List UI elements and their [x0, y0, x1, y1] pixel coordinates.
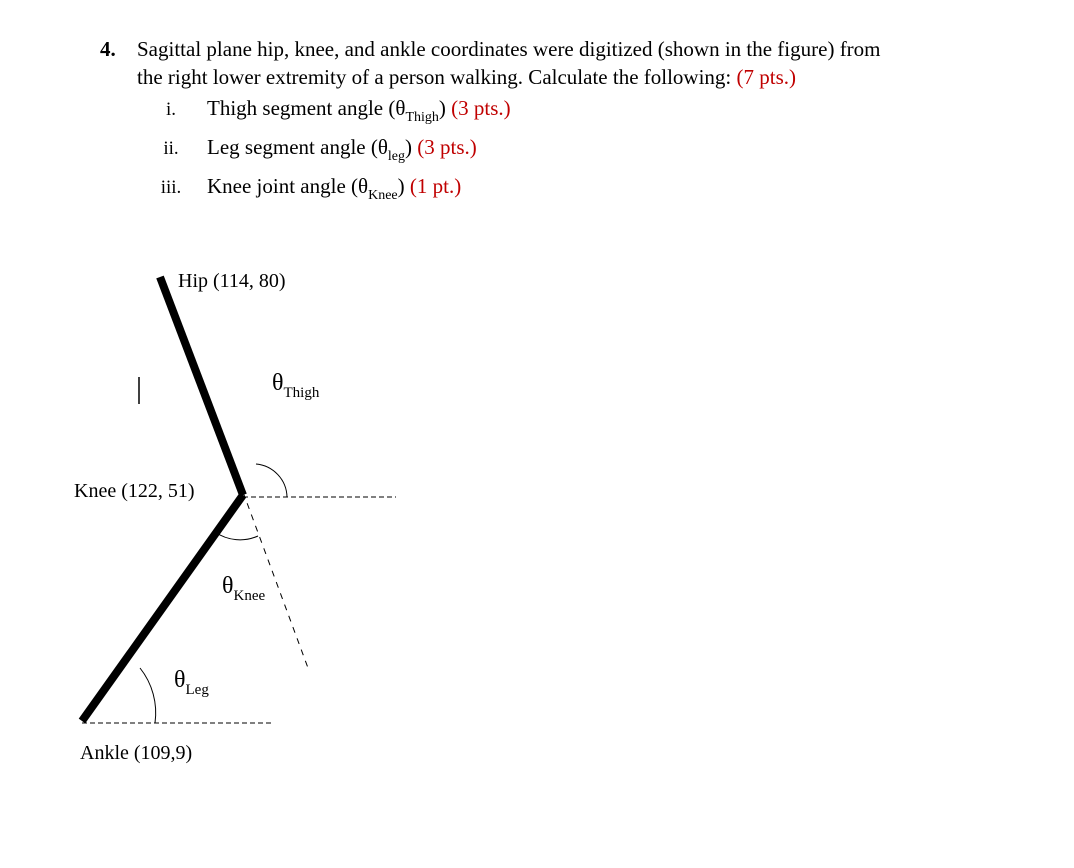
- theta-symbol: θ: [272, 370, 284, 396]
- sub-question-subscript: leg: [387, 149, 406, 164]
- thigh-segment: [160, 277, 243, 495]
- sub-question-subscript: Knee: [368, 188, 398, 203]
- sub-question-close: ): [438, 96, 446, 120]
- sub-question-points: (3 pts.): [445, 96, 511, 120]
- theta-knee-arc: [215, 532, 258, 540]
- theta-leg-label: [174, 667, 209, 698]
- theta-thigh-arc: [256, 464, 287, 497]
- ankle-label: Ankle (109,9): [80, 742, 193, 764]
- theta-symbol: θ: [222, 573, 234, 599]
- sub-question-number: i.: [165, 99, 177, 120]
- theta-knee-subscript: Knee: [233, 588, 266, 604]
- sub-question-points: (1 pt.): [404, 174, 462, 198]
- question-text-2: the right lower extremity of a person walking. Calculate the following:: [137, 65, 737, 89]
- question-number: 4.: [100, 37, 116, 61]
- sub-question-points: (3 pts.): [412, 135, 477, 159]
- knee-label: Knee (122, 51): [74, 480, 195, 502]
- theta-symbol: θ: [174, 667, 186, 693]
- leg-segment: [82, 495, 243, 721]
- sub-question-subscript: Thigh: [405, 110, 439, 125]
- theta-thigh-label: [272, 370, 320, 401]
- sub-question-label: Knee joint angle (θ: [207, 174, 369, 198]
- theta-leg-subscript: Leg: [185, 682, 209, 698]
- sub-question-number: iii.: [160, 177, 182, 198]
- theta-knee-label: [222, 573, 266, 604]
- sub-question-number: ii.: [163, 138, 179, 159]
- sub-question-close: ): [405, 135, 413, 159]
- sub-question-label: Leg segment angle (θ: [207, 135, 388, 159]
- theta-leg-arc: [140, 668, 156, 723]
- sub-question-close: ): [397, 174, 405, 198]
- hip-label: Hip (114, 80): [178, 270, 286, 292]
- question-points: (7 pts.): [736, 65, 797, 89]
- theta-thigh-subscript: Thigh: [283, 385, 320, 401]
- question-text-1: Sagittal plane hip, knee, and ankle coordinates were digitized (shown in the figure) from: [137, 37, 881, 61]
- sub-question-label: Thigh segment angle (θ: [207, 96, 406, 120]
